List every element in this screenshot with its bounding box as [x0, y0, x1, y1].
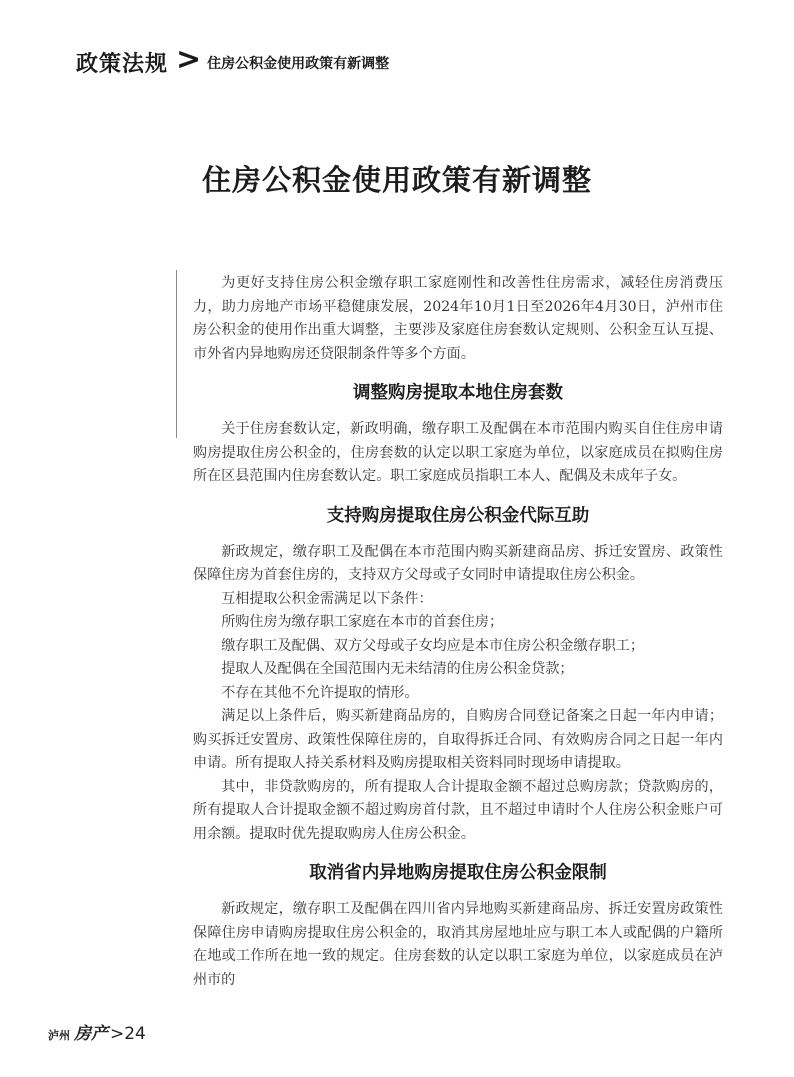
- section-label: 政策法规: [76, 51, 169, 77]
- section-heading-3: 取消省内异地购房提取住房公积金限制: [309, 863, 607, 883]
- paragraph: 互相提取公积金需满足以下条件：: [221, 590, 433, 607]
- header-subtitle: 住房公积金使用政策有新调整: [207, 56, 390, 72]
- intro-paragraph: 为更好支持住房公积金缴存职工家庭刚性和改善性住房需求，减轻住房消费压力，助力房地产市场平稳健康发展，2024年10月1日至2026年4月30日，泸州市住房公积金的使用作出重大调整，主要涉及家庭住房套数认定规则、公积金互认互提、市外省内异地购房还贷限制条件等多个方面。: [193, 275, 723, 362]
- page-footer: [48, 1019, 146, 1045]
- paragraph: 满足以上条件后，购买新建商品房的，自购房合同登记备案之日起一年内申请；购买拆迁安置房、政策性保障住房的，自取得拆迁合同、有效购房合同之日起一年内申请。所有提取人持关系材料及购房提取相关资料同时现场申请提取。: [193, 708, 723, 771]
- condition-item: 缴存职工及配偶、双方父母或子女均应是本市住房公积金缴存职工；: [221, 637, 644, 654]
- intro-divider: [176, 270, 177, 438]
- condition-item: 不存在其他不允许提取的情形。: [221, 684, 419, 701]
- condition-item: 所购住房为缴存职工家庭在本市的首套住房；: [221, 614, 504, 630]
- paragraph: 新政规定，缴存职工及配偶在本市范围内购买新建商品房、拆迁安置房、政策性保障住房为首套住房的，支持双方父母或子女同时申请提取住房公积金。: [193, 543, 723, 583]
- section-heading-1: 调整购房提取本地住房套数: [353, 383, 563, 403]
- chevron-right-icon: >: [176, 42, 202, 77]
- article-body: [193, 272, 723, 992]
- page-number: >24: [110, 1024, 146, 1044]
- section-heading-2: 支持购房提取住房公积金代际互助: [326, 505, 590, 526]
- magazine-brand-small: 泸州: [48, 1029, 70, 1042]
- paragraph: 其中，非贷款购房的，所有提取人合计提取金额不超过总购房款；贷款购房的，所有提取人合计提取金额不超过购房首付款，且不超过申请时个人住房公积金账户可用余额。提取时优先提取购房人住房公积金。: [193, 778, 723, 842]
- condition-item: 提取人及配偶在全国范围内无未结清的住房公积金贷款；: [221, 661, 574, 677]
- page-header: [76, 44, 716, 80]
- paragraph: 新政规定，缴存职工及配偶在四川省内异地购买新建商品房、拆迁安置房政策性保障住房申请购房提取住房公积金的，取消其房屋地址应与职工本人或配偶的户籍所在地或工作所在地一致的规定。住房套数的认定以职工家庭为单位，以家庭成员在泸州市的: [193, 901, 723, 988]
- article-title: 住房公积金使用政策有新调整: [201, 163, 592, 197]
- paragraph: 关于住房套数认定，新政明确，缴存职工及配偶在本市范围内购买自住住房申请购房提取住房公积金的，住房套数的认定以职工家庭为单位，以家庭成员在拟购住房所在区县范围内住房套数认定。职工家庭成员指职工本人、配偶及未成年子女。: [193, 421, 723, 484]
- magazine-logo: 房产: [74, 1024, 108, 1044]
